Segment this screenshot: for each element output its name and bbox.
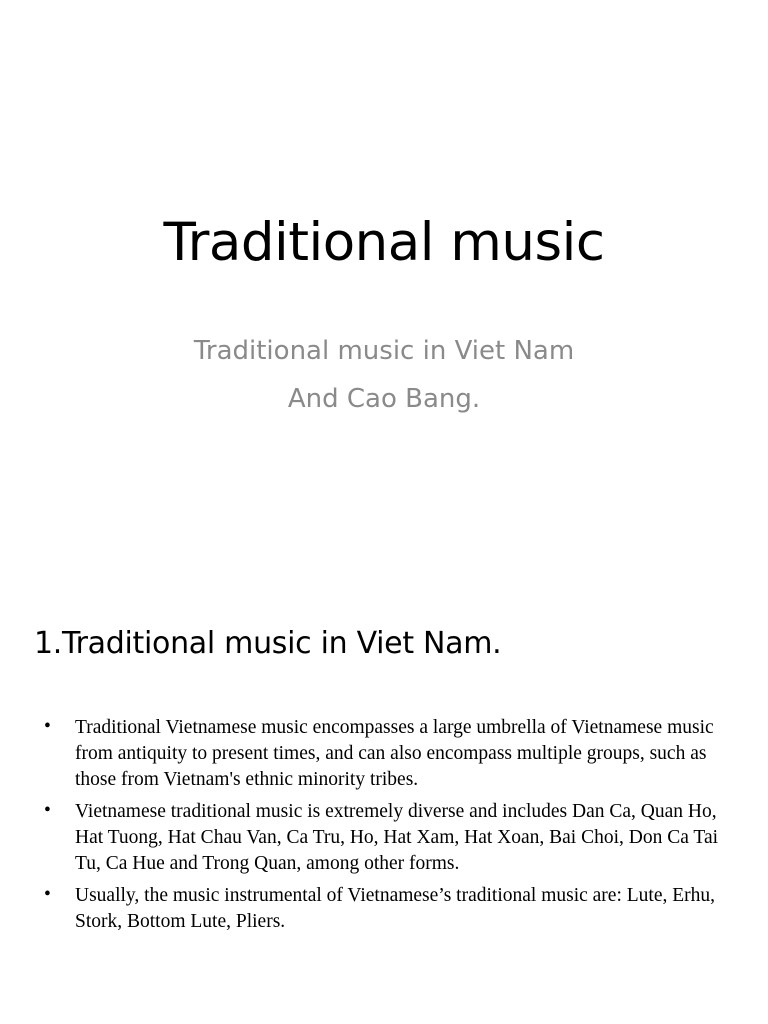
slide-title: Traditional music (163, 212, 605, 273)
section-heading: 1.Traditional music in Viet Nam. (34, 626, 502, 661)
content-slide (0, 576, 768, 1024)
bullet-item (40, 883, 730, 935)
bullet-list (40, 715, 730, 941)
bullet-icon: • (44, 800, 51, 821)
bullet-text: Vietnamese traditional music is extremely diverse and includes Dan Ca, Quan Ho, Hat Tuong, Hat Chau Van, Ca Tru, Ho, Hat Xam, Hat Xoan, Bai Choi, Don Ca Tai Tu, Ca Hue and Trong Quan, among other forms. (75, 801, 719, 874)
slide-subtitle-line-1: Traditional music in Viet Nam (193, 336, 575, 366)
bullet-icon: • (44, 716, 51, 737)
bullet-text: Traditional Vietnamese music encompasses a large umbrella of Vietnamese music from antiquity to present times, and can also encompass multiple groups, such as those from Vietnam's ethnic minority tribes. (75, 717, 714, 790)
slide-subtitle-line-2: And Cao Bang. (287, 384, 481, 414)
bullet-item (40, 715, 730, 793)
bullet-text: Usually, the music instrumental of Vietnamese’s traditional music are: Lute, Erhu, Stork, Bottom Lute, Pliers. (75, 885, 716, 932)
bullet-icon: • (44, 884, 51, 905)
bullet-item (40, 799, 730, 877)
